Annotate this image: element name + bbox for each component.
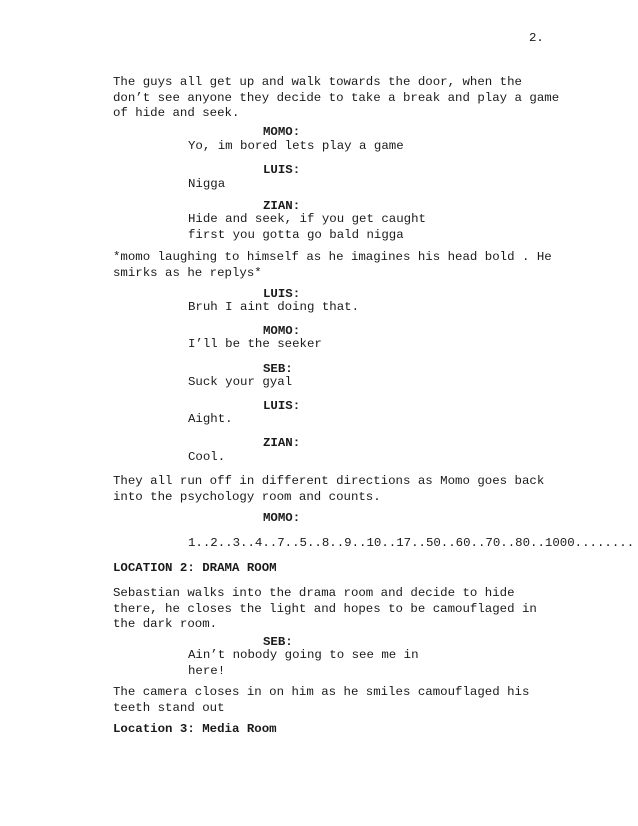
character-cue-momo: MOMO: — [263, 324, 301, 338]
dialogue-luis: Nigga — [188, 177, 226, 191]
character-cue-zian: ZIAN: — [263, 436, 301, 450]
dialogue-seb: Ain’t nobody going to see me in here! — [188, 648, 419, 678]
character-cue-seb: SEB: — [263, 635, 293, 649]
character-cue-momo: MOMO: — [263, 125, 301, 139]
scene-heading: Location 3: Media Room — [113, 722, 277, 736]
dialogue-momo: Yo, im bored lets play a game — [188, 139, 404, 153]
page-number: 2. — [529, 31, 544, 45]
dialogue-luis: Bruh I aint doing that. — [188, 300, 360, 314]
scene-heading: LOCATION 2: DRAMA ROOM — [113, 561, 277, 575]
action-paragraph: *momo laughing to himself as he imagines his head bold . He smirks as he replys* — [113, 250, 552, 280]
dialogue-zian: Hide and seek, if you get caught first you gotta go bald nigga — [188, 212, 426, 242]
dialogue-momo-counting: 1..2..3..4..7..5..8..9..10..17..50..60..70..80..1000........ — [188, 536, 635, 550]
action-paragraph: They all run off in different directions as Momo goes back into the psychology room and counts. — [113, 474, 545, 504]
character-cue-seb: SEB: — [263, 362, 293, 376]
action-paragraph: The camera closes in on him as he smiles camouflaged his teeth stand out — [113, 685, 530, 715]
dialogue-seb: Suck your gyal — [188, 375, 293, 389]
character-cue-momo: MOMO: — [263, 511, 301, 525]
action-paragraph: Sebastian walks into the drama room and decide to hide there, he closes the light and hopes to be camouflaged in the dark room. — [113, 586, 537, 631]
character-cue-luis: LUIS: — [263, 287, 301, 301]
character-cue-luis: LUIS: — [263, 163, 301, 177]
character-cue-zian: ZIAN: — [263, 199, 301, 213]
action-paragraph: The guys all get up and walk towards the door, when the don’t see anyone they decide to take a break and play a game of hide and seek. — [113, 75, 560, 120]
dialogue-momo: I’ll be the seeker — [188, 337, 322, 351]
dialogue-luis: Aight. — [188, 412, 233, 426]
dialogue-zian: Cool. — [188, 450, 226, 464]
character-cue-luis: LUIS: — [263, 399, 301, 413]
